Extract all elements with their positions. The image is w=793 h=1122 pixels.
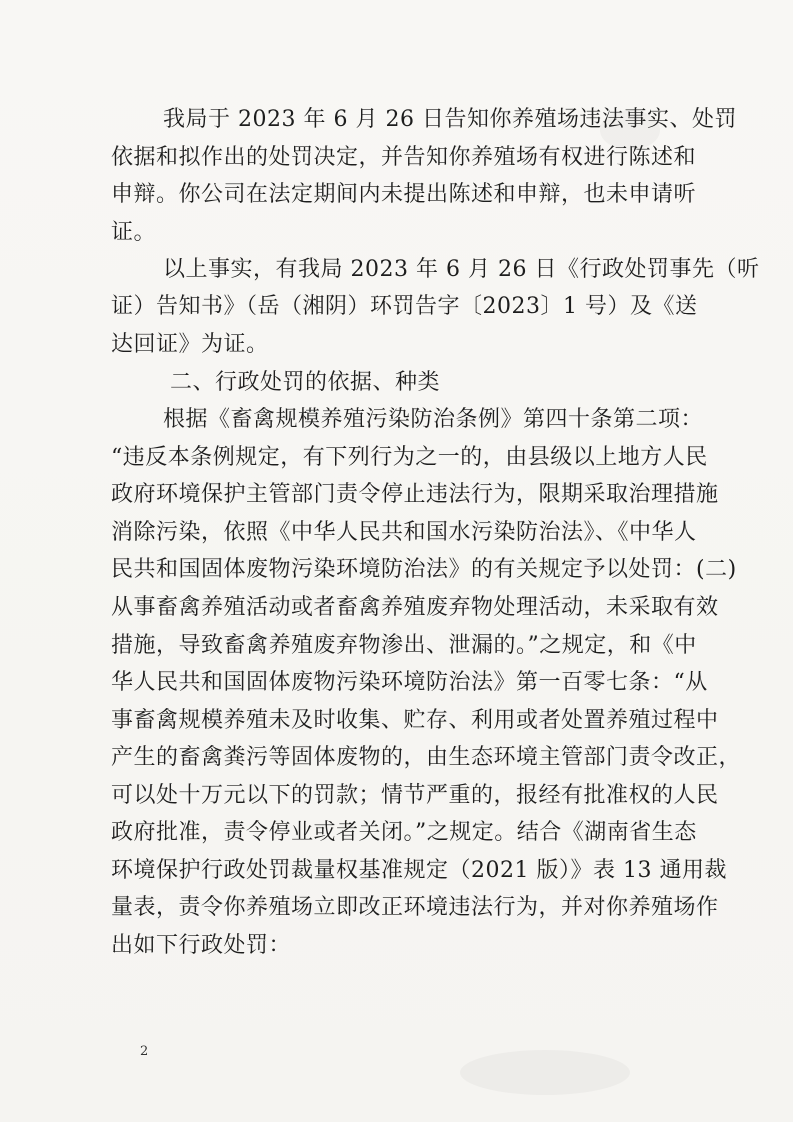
paragraph-line: 申辩。你公司在法定期间内未提出陈述和申辩，也未申请听 — [111, 182, 697, 207]
paragraph-line: 消除污染，依照《中华人民共和国水污染防治法》、《中华人 — [111, 520, 697, 545]
paragraph-line: 达回证》为证。 — [111, 332, 269, 357]
paragraph-line: 证）告知书》（岳（湘阴）环罚告字〔2023〕1 号）及《送 — [111, 294, 698, 319]
paragraph-line: 产生的畜禽粪污等固体废物的，由生态环境主管部门责令改正， — [111, 745, 742, 770]
paragraph-line: 民共和国固体废物污染环境防治法》的有关规定予以处罚：(二) — [111, 557, 737, 582]
section-heading: 二、行政处罚的依据、种类 — [170, 370, 441, 395]
paragraph-line: 可以处十万元以下的罚款；情节严重的，报经有批准权的人民 — [111, 783, 719, 808]
paragraph-line: “违反本条例规定，有下列行为之一的，由县级以上地方人民 — [111, 445, 708, 470]
paragraph-line: 出如下行政处罚： — [111, 933, 292, 958]
paragraph-line: 我局于 2023 年 6 月 26 日告知你养殖场违法事实、处罚 — [163, 107, 737, 132]
paragraph-line: 根据《畜禽规模养殖污染防治条例》第四十条第二项： — [163, 407, 704, 432]
paragraph-line: 事畜禽规模养殖未及时收集、贮存、利用或者处置养殖过程中 — [111, 708, 719, 733]
paragraph-line: 政府批准，责令停业或者关闭。”之规定。结合《湖南省生态 — [111, 820, 697, 845]
paragraph-line: 环境保护行政处罚裁量权基准规定（2021 版）》表 13 通用裁 — [111, 858, 727, 883]
paragraph-line: 措施，导致畜禽养殖废弃物渗出、泄漏的。”之规定，和《中 — [111, 633, 697, 658]
paragraph-line: 政府环境保护主管部门责令停止违法行为，限期采取治理措施 — [111, 482, 719, 507]
paragraph-line: 量表，责令你养殖场立即改正环境违法行为，并对你养殖场作 — [111, 895, 719, 920]
paragraph-line: 证。 — [111, 220, 157, 245]
scan-smudge — [460, 1050, 630, 1095]
paragraph-line: 华人民共和国固体废物污染环境防治法》第一百零七条：“从 — [111, 670, 708, 695]
page-number: 2 — [140, 1044, 149, 1059]
paragraph-line: 依据和拟作出的处罚决定，并告知你养殖场有权进行陈述和 — [111, 145, 697, 170]
paragraph-line: 从事畜禽养殖活动或者畜禽养殖废弃物处理活动，未采取有效 — [111, 595, 719, 620]
paragraph-line: 以上事实，有我局 2023 年 6 月 26 日《行政处罚事先（听 — [163, 257, 760, 282]
